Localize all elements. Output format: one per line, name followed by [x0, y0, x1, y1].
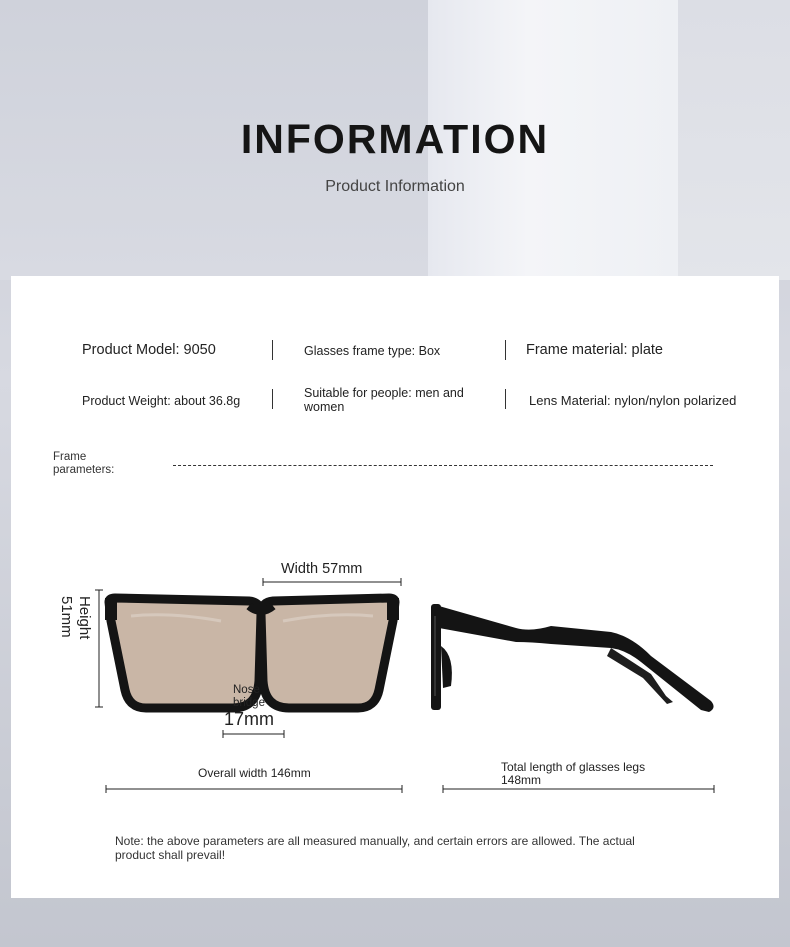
width-label: Width 57mm: [281, 561, 363, 577]
glasses-diagram: [11, 276, 779, 898]
spec-frame-type: Glasses frame type: Box: [304, 344, 441, 358]
spec-lens-material: Lens Material: nylon/nylon polarized: [529, 393, 737, 408]
nose-bridge-value: 17mm: [224, 709, 275, 729]
legs-length-line1: Total length of glasses legs: [501, 760, 646, 774]
page-title: INFORMATION: [240, 116, 550, 162]
measurement-note: Note: the above parameters are all measured manually, and certain errors are allowed. The actual product shall prevail!: [115, 834, 635, 862]
height-label-line1: Height: [76, 596, 93, 640]
nose-bridge-line2: bridge: [233, 697, 265, 709]
spec-suitable-line1: Suitable for people: men and: [304, 386, 464, 400]
overall-width-label: Overall width 146mm: [198, 766, 311, 780]
spec-model: Product Model: 9050: [82, 342, 216, 358]
frame-parameters-line1: Frame: [53, 451, 87, 463]
height-label: [43, 596, 93, 672]
nose-bridge-dimension: [223, 730, 284, 738]
legs-length-label: [501, 761, 645, 787]
frame-parameters-line2: parameters:: [53, 464, 115, 476]
spec-weight: Product Weight: about 36.8g: [82, 394, 241, 408]
height-label-line2: 51mm: [58, 596, 75, 638]
spec-frame-material: Frame material: plate: [526, 342, 663, 358]
spec-suitable-line2: women: [304, 400, 345, 414]
info-card: [11, 276, 779, 898]
width-dimension: [263, 578, 401, 586]
legs-length-line2: 148mm: [501, 773, 542, 787]
glasses-side-view: [431, 604, 714, 712]
page-subtitle: Product Information: [325, 178, 465, 195]
nose-bridge-line1: Nose: [233, 684, 260, 696]
height-dimension: [95, 590, 103, 707]
nose-bridge-label: [233, 684, 265, 710]
overall-width-dimension: [106, 785, 402, 793]
